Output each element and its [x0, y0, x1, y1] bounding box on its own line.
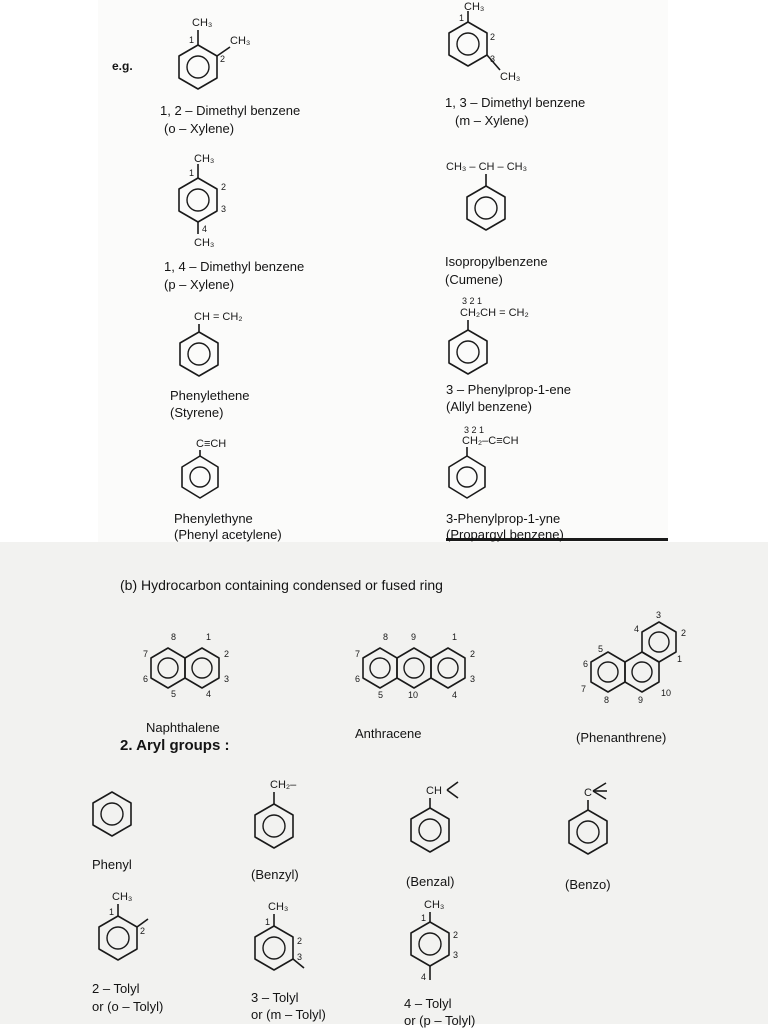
phenanthrene-locant-1: 1: [677, 654, 683, 664]
phenylethyne-name: Phenylethyne: [174, 511, 253, 526]
3-tolyl-structure: [246, 898, 326, 988]
o-xylene-structure: [172, 16, 262, 96]
phenylethyne-structure: [178, 434, 268, 504]
anthracene-locant-4: 4: [452, 690, 458, 700]
anthracene-locant-9: 9: [411, 632, 417, 642]
aryl-groups-heading: 2. Aryl groups :: [120, 737, 230, 754]
phenanthrene-locant-10: 10: [661, 688, 672, 698]
naphthalene-locant-2: 2: [224, 649, 230, 659]
o-xylene-substituent-1: CH₃: [192, 17, 213, 29]
naphthalene-locant-8: 8: [171, 632, 177, 642]
allyl-side-chain: CH₂CH = CH₂: [460, 307, 529, 319]
phenanthrene-locant-2: 2: [681, 628, 687, 638]
anthracene-locant-2: 2: [470, 649, 476, 659]
2-tolyl-name: 2 – Tolyl: [92, 981, 140, 996]
4-tolyl-locant-1: 1: [421, 913, 427, 923]
m-xylene-name: 1, 3 – Dimethyl benzene: [445, 95, 586, 110]
4-tolyl-name: 4 – Tolyl: [404, 996, 452, 1011]
phenylethyne-side-chain: C≡CH: [196, 438, 227, 450]
4-tolyl-common-name: or (p – Tolyl): [404, 1013, 476, 1028]
4-tolyl-substituent: CH₃: [424, 899, 445, 911]
styrene-common-name: (Styrene): [170, 405, 224, 420]
p-xylene-locant-2: 2: [221, 182, 227, 192]
3-tolyl-locant-2: 2: [297, 936, 303, 946]
3-tolyl-name: 3 – Tolyl: [251, 990, 299, 1005]
benzyl-label: (Benzyl): [251, 867, 299, 882]
2-tolyl-structure: [86, 888, 166, 978]
4-tolyl-locant-4: 4: [421, 972, 427, 982]
anthracene-label: Anthracene: [355, 726, 422, 741]
cumene-common-name: (Cumene): [445, 272, 503, 287]
phenanthrene-locant-3: 3: [656, 610, 662, 620]
cumene-name: Isopropylbenzene: [445, 254, 548, 269]
4-tolyl-locant-3: 3: [453, 950, 459, 960]
m-xylene-locant-2: 2: [490, 32, 496, 42]
o-xylene-locant-1: 1: [189, 35, 195, 45]
example-label: e.g.: [112, 59, 133, 73]
phenanthrene-locant-9: 9: [638, 695, 644, 705]
styrene-name: Phenylethene: [170, 388, 250, 403]
o-xylene-common-name: (o – Xylene): [164, 121, 235, 136]
styrene-side-chain: CH = CH₂: [194, 311, 243, 323]
phenylethyne-common-name: (Phenyl acetylene): [174, 527, 282, 542]
benzyl-structure: [248, 776, 328, 866]
cumene-side-chain: CH₃ – CH – CH₃: [446, 161, 528, 173]
m-xylene-locant-1: 1: [459, 13, 465, 23]
o-xylene-locant-2: 2: [220, 54, 226, 64]
naphthalene-locant-7: 7: [143, 649, 149, 659]
styrene-structure: [176, 306, 276, 386]
4-tolyl-locant-2: 2: [453, 930, 459, 940]
p-xylene-locant-1: 1: [189, 168, 195, 178]
section-b-heading: (b) Hydrocarbon containing condensed or fused ring: [120, 577, 443, 593]
phenyl-structure: [90, 790, 140, 840]
naphthalene-locant-6: 6: [143, 674, 149, 684]
2-tolyl-substituent: CH₃: [112, 891, 133, 903]
anthracene-structure: [352, 626, 502, 706]
2-tolyl-locant-1: 1: [109, 907, 115, 917]
p-xylene-name: 1, 4 – Dimethyl benzene: [164, 259, 305, 274]
anthracene-locant-10: 10: [408, 690, 419, 700]
4-tolyl-structure: [406, 896, 486, 992]
anthracene-locant-6: 6: [355, 674, 361, 684]
p-xylene-structure: [172, 150, 252, 250]
phenanthrene-locant-4: 4: [634, 624, 640, 634]
propargyl-benzene-name: 3-Phenylprop-1-yne: [446, 511, 561, 526]
naphthalene-structure: [140, 626, 250, 706]
anthracene-locant-8: 8: [383, 632, 389, 642]
allyl-benzene-structure: [444, 294, 554, 384]
allyl-benzene-name: 3 – Phenylprop-1-ene: [446, 382, 572, 397]
cumene-structure: [444, 156, 554, 246]
phenanthrene-label: (Phenanthrene): [576, 730, 667, 745]
anthracene-locant-5: 5: [378, 690, 384, 700]
naphthalene-label: Naphthalene: [146, 720, 220, 735]
m-xylene-common-name: (m – Xylene): [455, 113, 529, 128]
m-xylene-substituent-3: CH₃: [500, 71, 521, 83]
phenanthrene-locant-7: 7: [581, 684, 587, 694]
naphthalene-locant-3: 3: [224, 674, 230, 684]
m-xylene-substituent-1: CH₃: [464, 1, 485, 13]
allyl-benzene-common-name: (Allyl benzene): [446, 399, 532, 414]
p-xylene-locant-3: 3: [221, 204, 227, 214]
p-xylene-locant-4: 4: [202, 224, 208, 234]
phenanthrene-locant-6: 6: [583, 659, 589, 669]
allyl-locants: 3 2 1: [462, 296, 483, 306]
2-tolyl-locant-2: 2: [140, 926, 146, 936]
phenanthrene-structure: [564, 604, 694, 720]
p-xylene-common-name: (p – Xylene): [164, 277, 235, 292]
o-xylene-substituent-2: CH₃: [230, 35, 251, 47]
3-tolyl-substituent: CH₃: [268, 901, 289, 913]
benzal-label: (Benzal): [406, 874, 455, 889]
phenanthrene-locant-8: 8: [604, 695, 610, 705]
anthracene-locant-7: 7: [355, 649, 361, 659]
phenanthrene-locant-5: 5: [598, 644, 604, 654]
naphthalene-locant-4: 4: [206, 689, 212, 699]
benzo-side-chain: C: [584, 787, 592, 799]
p-xylene-substituent-1: CH₃: [194, 153, 215, 165]
naphthalene-locant-5: 5: [171, 689, 177, 699]
propargyl-benzene-structure: [444, 424, 554, 504]
anthracene-locant-1: 1: [452, 632, 458, 642]
benzyl-side-chain: CH₂–: [270, 779, 297, 791]
m-xylene-locant-3: 3: [490, 54, 496, 64]
propargyl-locants: 3 2 1: [464, 425, 485, 435]
2-tolyl-common-name: or (o – Tolyl): [92, 999, 164, 1014]
naphthalene-locant-1: 1: [206, 632, 212, 642]
3-tolyl-locant-1: 1: [265, 917, 271, 927]
3-tolyl-common-name: or (m – Tolyl): [251, 1007, 326, 1022]
o-xylene-name: 1, 2 – Dimethyl benzene: [160, 103, 301, 118]
3-tolyl-locant-3: 3: [297, 952, 303, 962]
phenyl-label: Phenyl: [92, 857, 132, 872]
propargyl-side-chain: CH₂–C≡CH: [462, 435, 519, 447]
propargyl-benzene-common-name: (Propargyl benzene): [446, 527, 564, 542]
m-xylene-structure: [440, 0, 540, 90]
anthracene-locant-3: 3: [470, 674, 476, 684]
benzal-side-chain: CH: [426, 785, 442, 797]
benzo-structure: [562, 780, 642, 870]
benzal-structure: [404, 778, 494, 868]
p-xylene-substituent-4: CH₃: [194, 237, 215, 249]
benzo-label: (Benzo): [565, 877, 611, 892]
